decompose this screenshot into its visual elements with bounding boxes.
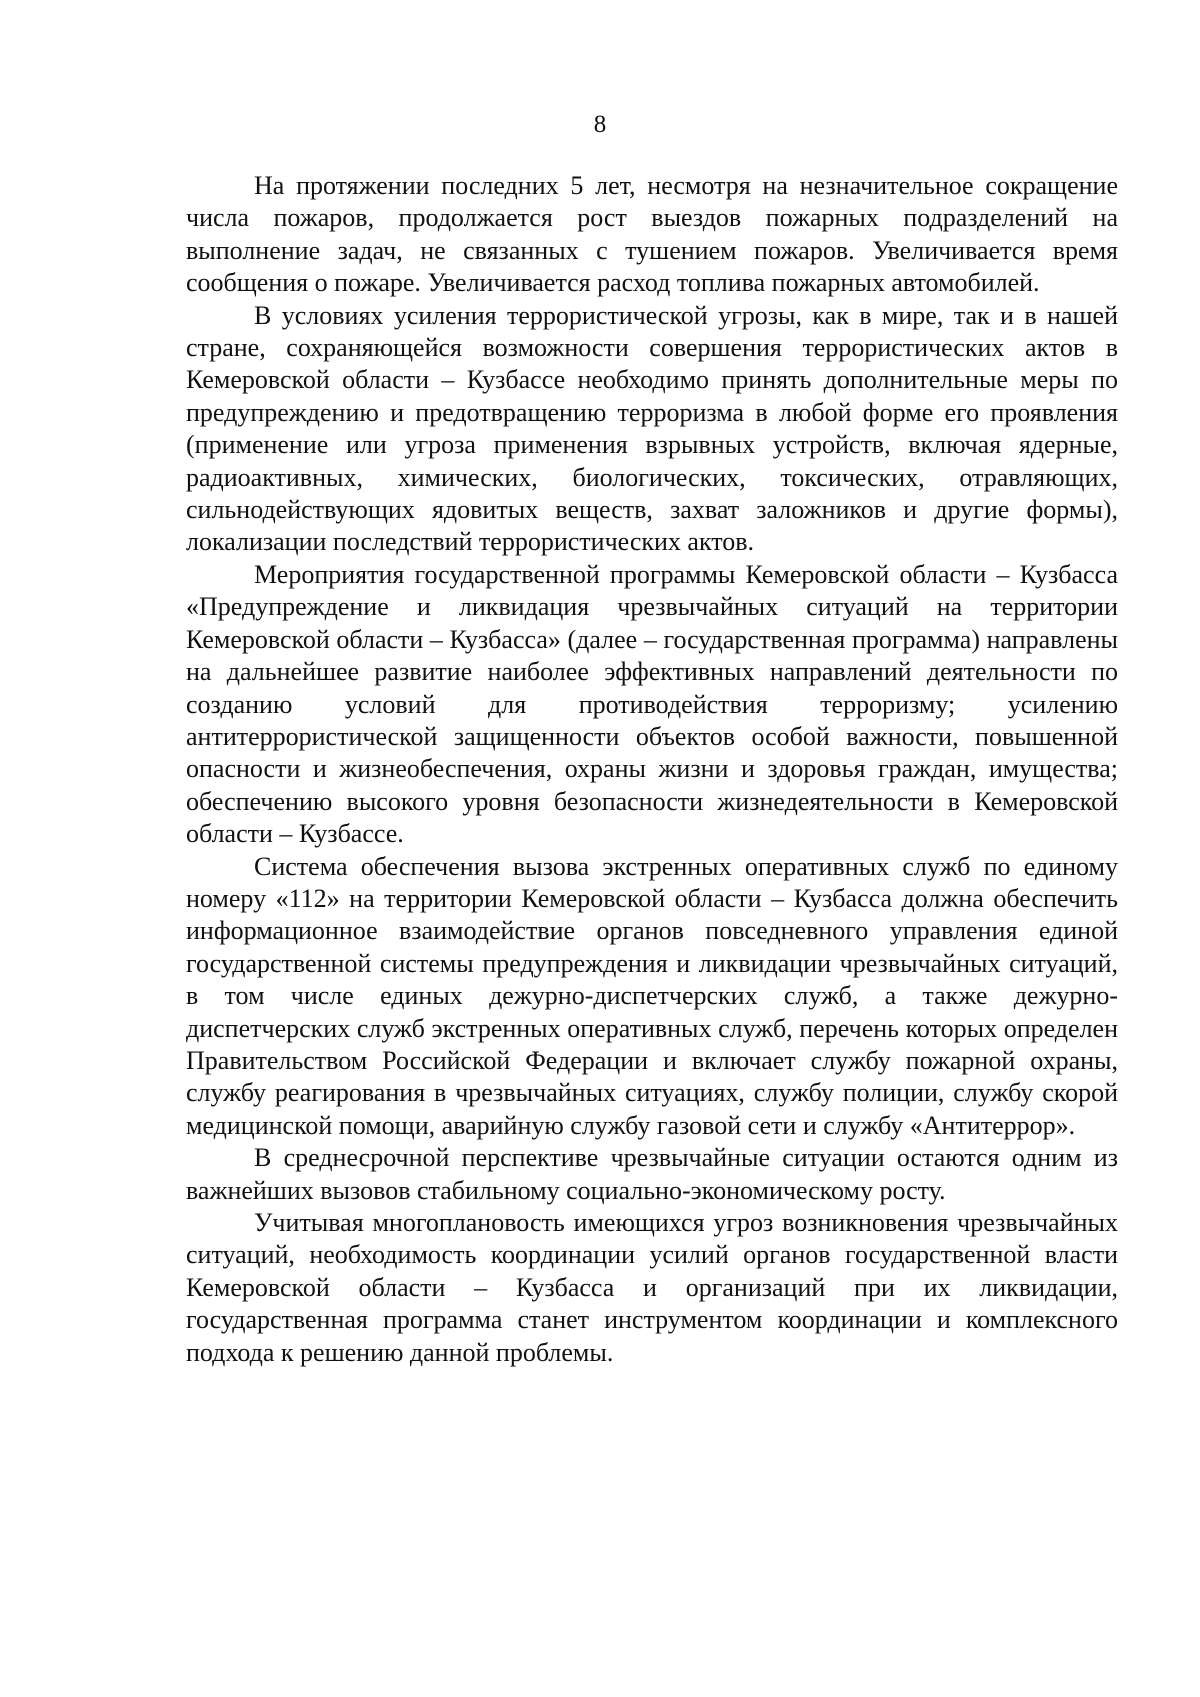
paragraph-medium-term-outlook: В среднесрочной перспективе чрезвычайные ситуации остаются одним из важнейших вызовов стабильному социально-экономическому росту. bbox=[186, 1143, 1118, 1205]
page-number: 8 bbox=[593, 111, 607, 138]
paragraph-terrorism-threat: В условиях усиления террористической угрозы, как в мире, так и в нашей стране, сохраняющейся возможности совершения террористических актов в Кемеровской области – Кузбассе необходимо принять дополнительные меры по предупреждению и предотвращению терроризма в любой форме его проявления (применение или угроза применения взрывных устройств, включая ядерные, радиоактивных, химических, биологических, токсических, отравляющих, сильнодействующих ядовитых веществ, захват заложников и другие формы), локализации последствий террористических актов. bbox=[186, 300, 1118, 557]
paragraph-program-measures: Мероприятия государственной программы Кемеровской области – Кузбасса «Предупреждение и ликвидация чрезвычайных ситуаций на территории Кемеровской области – Кузбасса» (далее – государственная программа) направлены на дальнейшее развитие наиболее эффективных направлений деятельности по созданию условий для противодействия терроризму; усилению антитеррористической защищенности объектов особой важности, повышенной опасности и жизнеобеспечения, охраны жизни и здоровья граждан, имущества; обеспечению высокого уровня безопасности жизнедеятельности в Кемеровской области – Кузбассе. bbox=[186, 559, 1118, 849]
paragraph-112-system: Система обеспечения вызова экстренных оперативных служб по единому номеру «112» на территории Кемеровской области – Кузбасса должна обеспечить информационное взаимодействие органов повседневного управления единой государственной системы предупреждения и ликвидации чрезвычайных ситуаций, в том числе единых дежурно-диспетчерских служб, а также дежурно-диспетчерских служб экстренных оперативных служб, перечень которых определен Правительством Российской Федерации и включает службу пожарной охраны, службу реагирования в чрезвычайных ситуациях, службу полиции, службу скорой медицинской помощи, аварийную службу газовой сети и службу «Антитеррор». bbox=[186, 851, 1118, 1140]
document-body bbox=[186, 170, 1118, 1369]
paragraph-fire-statistics: На протяжении последних 5 лет, несмотря на незначительное сокращение числа пожаров, продолжается рост выездов пожарных подразделений на выполнение задач, не связанных с тушением пожаров. Увеличивается время сообщения о пожаре. Увеличивается расход топлива пожарных автомобилей. bbox=[186, 171, 1118, 298]
paragraph-program-coordination: Учитывая многоплановость имеющихся угроз возникновения чрезвычайных ситуаций, необходимость координации усилий органов государственной власти Кемеровской области – Кузбасса и организаций при их ликвидации, государственная программа станет инструментом координации и комплексного подхода к решению данной проблемы. bbox=[186, 1208, 1118, 1367]
